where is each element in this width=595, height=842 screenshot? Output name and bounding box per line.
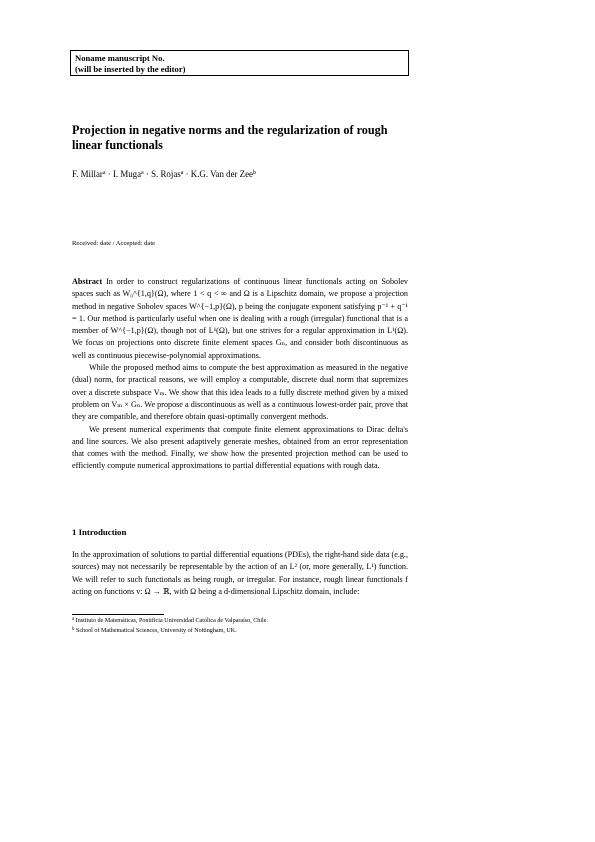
manuscript-number: Noname manuscript No. (75, 53, 165, 63)
abstract-paragraph-2: While the proposed method aims to compute the best approximation as measured in the negative (dual) norm, for practical reasons, we will employ a computable, discrete dual norm that supremizes over a discrete subspace Vₘ. We show that this idea leads to a fully discrete method given by a mixed problem on Vₘ × Gₙ. We propose a discontinuous as well as a continuous lowest-order pair, prove that they are compatible, and therefore obtain quasi-optimally convergent methods. (72, 363, 408, 422)
author-separator: · (105, 169, 113, 179)
section-heading (72, 526, 372, 538)
author-name: S. Rojas (151, 169, 181, 179)
footnote-mark: b (72, 626, 75, 632)
author-affil-mark: b (252, 170, 256, 176)
author-affil-mark: a (180, 170, 184, 176)
author-name: K.G. Van der Zee (190, 169, 253, 179)
introduction-body (72, 549, 408, 598)
footnote-divider (72, 614, 164, 615)
section-title: Introduction (78, 527, 127, 537)
author-name: I. Muga (112, 169, 142, 179)
author-list (72, 168, 287, 180)
manuscript-box (70, 50, 409, 76)
abstract-text-1: In order to construct regularizations of continuous linear functionals acting on Sobolev spaces such as W₀^{1,q}(Ω), where 1 < q < ∞ and Ω is a Lipschitz domain, we propose a projection method in negative Sobolev spaces W^{−1,p}(Ω), p being the conjugate exponent satisfying p⁻¹ + q⁻¹ = 1. Our method is particularly useful when one is dealing with a rough (irregular) functional that is a member of W^{−1,p}(Ω), though not of L¹(Ω), but one strives for a regular approximation in L¹(Ω). We focus on projections onto discrete finite element spaces Gₙ, and consider both discontinuous as well as continuous piecewise-polynomial approximations. (72, 277, 408, 360)
abstract-paragraph-3: We present numerical experiments that compute finite element approximations to Dirac delta's and line sources. We also present adaptively generate meshes, obtained from an error representation that comes with the method. Finally, we show how the presented projection method can be used to efficiently compute numerical approximations to partial differential equations with rough data. (72, 424, 408, 471)
abstract-paragraph-1 (72, 276, 408, 362)
received-date: Received: date / Accepted: date (72, 240, 156, 247)
intro-paragraph-1: In the approximation of solutions to partial differential equations (PDEs), the right-hand side data (e.g., sources) may not necessarily be representable by the action of an L² (or, more generally, L¹) function. We will refer to such functionals as being rough, or irregular. For instance, rough linear functionals f acting on functions v: Ω → ℝ, with Ω being a d-dimensional Lipschitz domain, include: (72, 550, 408, 596)
author-affil-mark: a (102, 170, 106, 176)
footnotes (72, 617, 408, 636)
section-number: 1 (72, 527, 77, 537)
paper-title: Projection in negative norms and the regularization of rough linear functionals (72, 123, 388, 152)
footnote (72, 627, 408, 637)
footnote-text: Instituto de Matemáticas, Pontificia Universidad Católica de Valparaíso, Chile. (75, 618, 268, 624)
author-separator: · (183, 169, 191, 179)
abstract (72, 276, 408, 473)
footnote-mark: a (72, 617, 75, 622)
author-name: F. Millar (72, 169, 103, 179)
abstract-label: Abstract (72, 277, 103, 286)
footnote (72, 617, 408, 627)
footnote-text: School of Mathematical Sciences, University of Nottingham, UK. (75, 627, 237, 634)
author-separator: · (143, 169, 152, 179)
editor-note: (will be inserted by the editor) (75, 64, 186, 74)
author-affil-mark: a (141, 170, 144, 176)
